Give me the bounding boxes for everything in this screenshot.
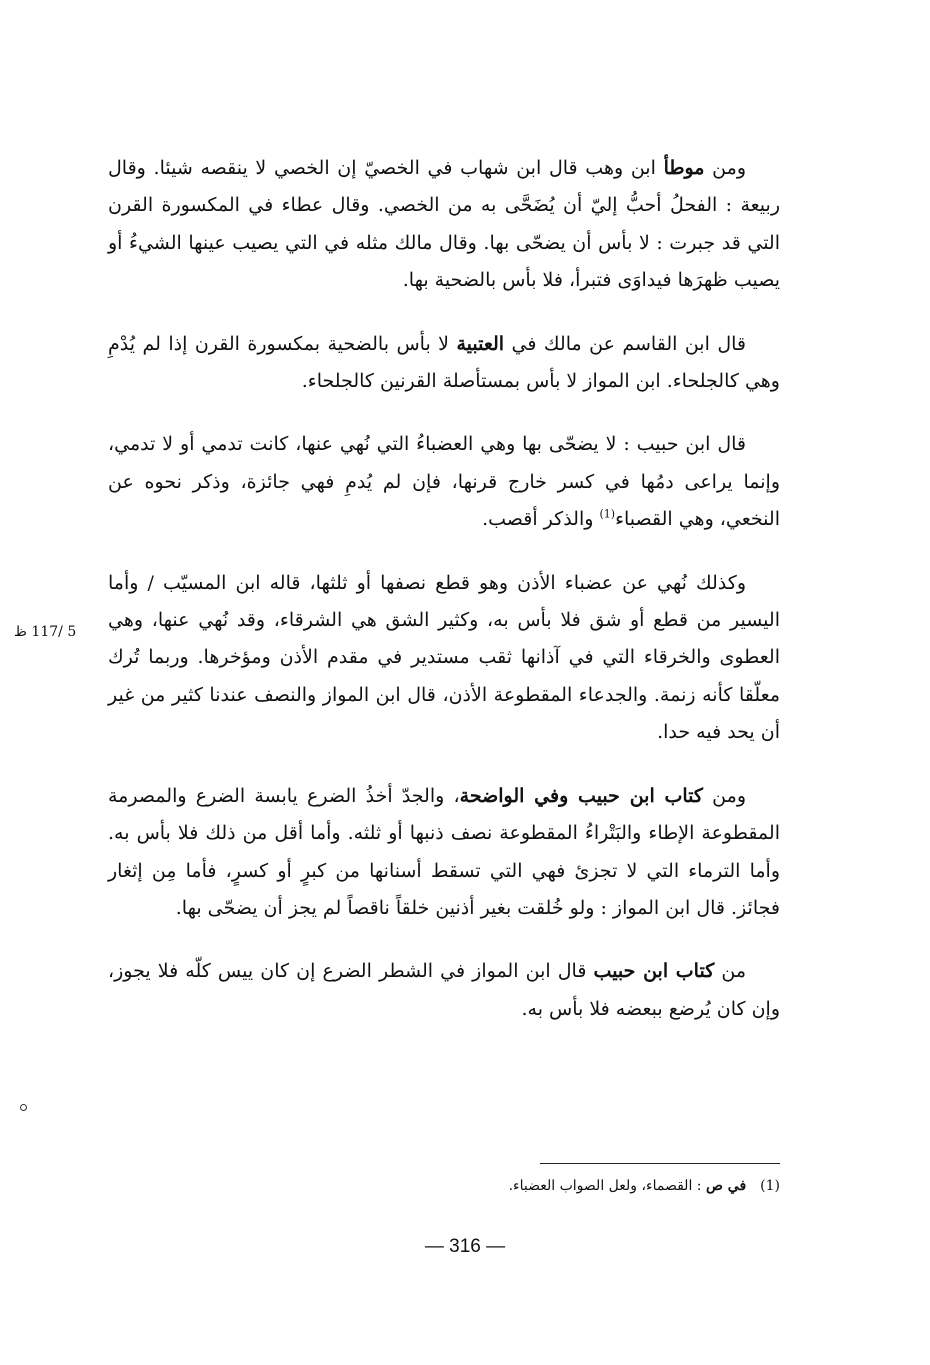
paragraph-lead: ومن: [702, 784, 746, 807]
source-title: موطأ: [663, 157, 705, 179]
source-title: العتبية: [456, 332, 505, 355]
paragraph-body: ، والجدّ أخذُ الضرع يابسة الضرع والمصرمة المقطوعة الإطاء والبَتْراءُ المقطوعة نصف ذنبها أو ثلثه. وأما أقل من ذلك فلا بأس به. وأما الترماء التي لا تجزئ فهي التي تسقط أسنانها من كبرٍ أو كسرٍ، فأما مِن إثغار فجائز. قال ابن المواز : ولو خُلقت بغير أذنين خلقاً ناقصاً لم يجز أن يضحّى بها.: [108, 784, 780, 919]
paragraph-body: وكذلك نُهي عن عضباء الأذن وهو قطع نصفها أو ثلثها، قاله ابن المسيّب / وأما اليسير من قطع أو شق فلا بأس به، وكثير الشق هي الشرقاء، وقد نُهي عنها، وهي العطوى والخرقاء التي في آذانها ثقب مستدير في مقدم الأذن ومؤخرها. وربما تُرك معلّقا كأنه زنمة. والجدعاء المقطوعة الأذن، قال ابن المواز والنصف عندنا كثير من غير أن يحد فيه حدا.: [108, 571, 780, 744]
page-number: — 316 —: [424, 1236, 506, 1257]
source-title: كتاب ابن حبيب: [593, 960, 715, 983]
footnote-source: في ص: [705, 1178, 747, 1194]
footnote-reference[interactable]: (1): [599, 507, 616, 521]
paragraph-3: [108, 426, 780, 538]
main-text: [108, 150, 780, 1028]
paragraph-body: ابن وهب قال ابن شهاب في الخصيّ إن الخصي لا ينقصه شيئا. وقال ربيعة : الفحلُ أحبُّ إليّ أن يُضَحَّى به من الخصي. وقال عطاء في المكسورة القرن التي قد جبرت : لا بأس أن يضحّى بها. وقال مالك مثله في التي يصيب عينها الشيءُ أو يصيب ظهرَها فيداوَى فتبرأ، فلا بأس بالضحية بها.: [108, 157, 780, 292]
paragraph-lead: من: [714, 960, 746, 983]
paragraph-6: [108, 953, 780, 1028]
paragraph-body: لا بأس بالضحية بمكسورة القرن إذا لم يُدْمِ وهي كالجلحاء. ابن المواز لا بأس بمستأصلة القرنين كالجلحاء.: [108, 332, 780, 393]
source-title: كتاب ابن حبيب وفي الواضحة: [459, 784, 703, 807]
paragraph-1: [108, 150, 780, 300]
footnote-divider: [540, 1163, 780, 1164]
footnote: [360, 1178, 780, 1194]
paragraph-body: والذكر أقصب.: [482, 508, 600, 531]
paragraph-lead: قال ابن القاسم عن مالك في: [504, 332, 746, 355]
paragraph-2: [108, 326, 780, 401]
paragraph-5: [108, 778, 780, 928]
manuscript-folio-note: 5 /117 ظ: [14, 624, 77, 640]
footnote-text: : القصماء، ولعل الصواب العضباء.: [508, 1178, 706, 1194]
paragraph-body: قال ابن المواز في الشطر الضرع إن كان ييس كلّه فلا يجوز، وإن كان يُرضع ببعضه فلا بأس به.: [108, 960, 780, 1020]
margin-dot-mark: [20, 1104, 27, 1111]
paragraph-body: قال ابن حبيب : لا يضحّى بها وهي العضباءُ التي نُهي عنها، كانت تدمي أو لا تدمي، وإنما يراعى دمُها في كسر خارج قرنها، فإن لم يُدمِ فهي جائزة، وذكر نحوه عن النخعي، وهي القصباء: [108, 433, 780, 531]
paragraph-4: [108, 565, 780, 752]
paragraph-lead: ومن: [704, 157, 746, 179]
footnote-number: (1): [760, 1178, 780, 1194]
